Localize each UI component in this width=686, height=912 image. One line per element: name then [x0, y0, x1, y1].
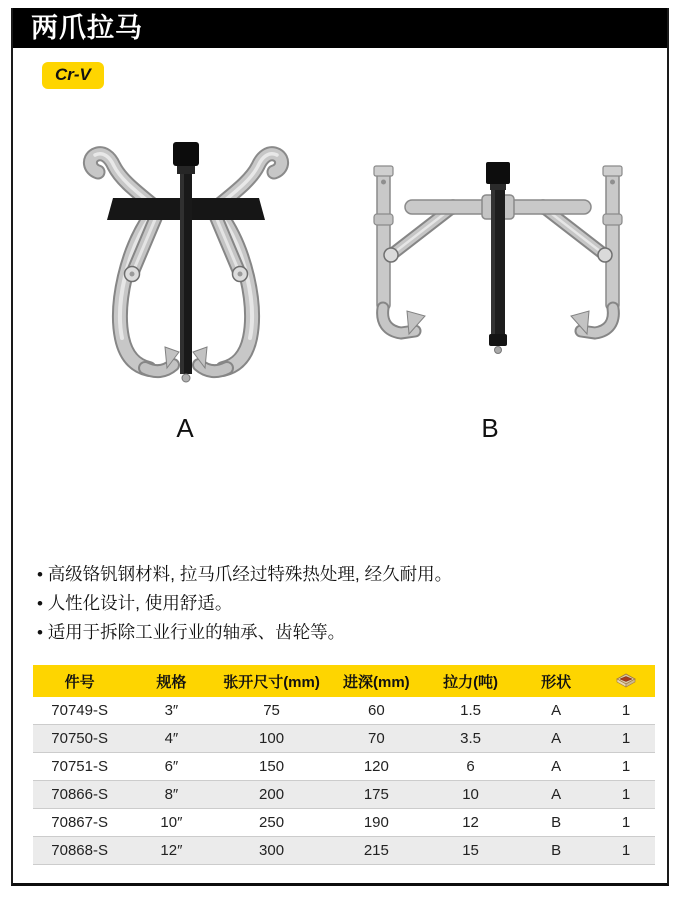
crv-material-badge: Cr-V: [42, 62, 104, 89]
cell-depth: 190: [327, 809, 427, 837]
header-spec: 规格: [126, 665, 216, 697]
cell-force: 1.5: [426, 697, 515, 725]
cell-depth: 70: [327, 725, 427, 753]
header-opening: 张开尺寸(mm): [216, 665, 326, 697]
cell-part-no: 70749-S: [33, 697, 126, 725]
cell-depth: 60: [327, 697, 427, 725]
cell-opening: 100: [216, 725, 326, 753]
cell-opening: 300: [216, 837, 326, 865]
cell-pack-qty: 1: [597, 725, 655, 753]
cell-pack-qty: 1: [597, 781, 655, 809]
cell-force: 3.5: [426, 725, 515, 753]
cell-opening: 200: [216, 781, 326, 809]
cell-depth: 120: [327, 753, 427, 781]
cell-spec: 10″: [126, 809, 216, 837]
cell-spec: 6″: [126, 753, 216, 781]
page-title: 两爪拉马: [13, 8, 667, 48]
feature-list: [37, 560, 452, 647]
feature-item: • 高级铬钒钢材料, 拉马爪经过特殊热处理, 经久耐用。: [37, 560, 452, 589]
catalog-sheet: [11, 8, 669, 886]
cell-spec: 12″: [126, 837, 216, 865]
spec-table: [33, 665, 655, 865]
header-pack-qty: [597, 665, 655, 697]
cell-force: 12: [426, 809, 515, 837]
table-row: [33, 809, 655, 837]
cell-force: 10: [426, 781, 515, 809]
cell-opening: 150: [216, 753, 326, 781]
cell-opening: 75: [216, 697, 326, 725]
cell-spec: 8″: [126, 781, 216, 809]
package-box-icon: [616, 671, 636, 688]
cell-pack-qty: 1: [597, 753, 655, 781]
cell-shape: A: [515, 725, 597, 753]
cell-pack-qty: 1: [597, 697, 655, 725]
table-row: [33, 837, 655, 865]
table-row: [33, 753, 655, 781]
puller-a-image: [61, 136, 311, 391]
cell-pack-qty: 1: [597, 809, 655, 837]
table-row: [33, 725, 655, 753]
shape-b-label: B: [481, 413, 499, 443]
cell-opening: 250: [216, 809, 326, 837]
feature-item: • 人性化设计, 使用舒适。: [37, 589, 452, 618]
puller-b-image: [353, 158, 643, 373]
cell-part-no: 70868-S: [33, 837, 126, 865]
cell-force: 15: [426, 837, 515, 865]
header-part-no: 件号: [33, 665, 126, 697]
header-shape: 形状: [515, 665, 597, 697]
cell-spec: 4″: [126, 725, 216, 753]
table-header-row: [33, 665, 655, 697]
cell-shape: B: [515, 837, 597, 865]
table-row: [33, 781, 655, 809]
cell-part-no: 70751-S: [33, 753, 126, 781]
header-depth: 进深(mm): [327, 665, 427, 697]
cell-depth: 215: [327, 837, 427, 865]
cell-shape: A: [515, 753, 597, 781]
cell-depth: 175: [327, 781, 427, 809]
table-row: [33, 697, 655, 725]
cell-shape: B: [515, 809, 597, 837]
cell-part-no: 70867-S: [33, 809, 126, 837]
cell-shape: A: [515, 697, 597, 725]
shape-a-label: A: [176, 413, 194, 443]
feature-item: • 适用于拆除工业行业的轴承、齿轮等。: [37, 618, 452, 647]
cell-spec: 3″: [126, 697, 216, 725]
cell-force: 6: [426, 753, 515, 781]
header-force: 拉力(吨): [426, 665, 515, 697]
cell-part-no: 70866-S: [33, 781, 126, 809]
cell-shape: A: [515, 781, 597, 809]
cell-pack-qty: 1: [597, 837, 655, 865]
cell-part-no: 70750-S: [33, 725, 126, 753]
